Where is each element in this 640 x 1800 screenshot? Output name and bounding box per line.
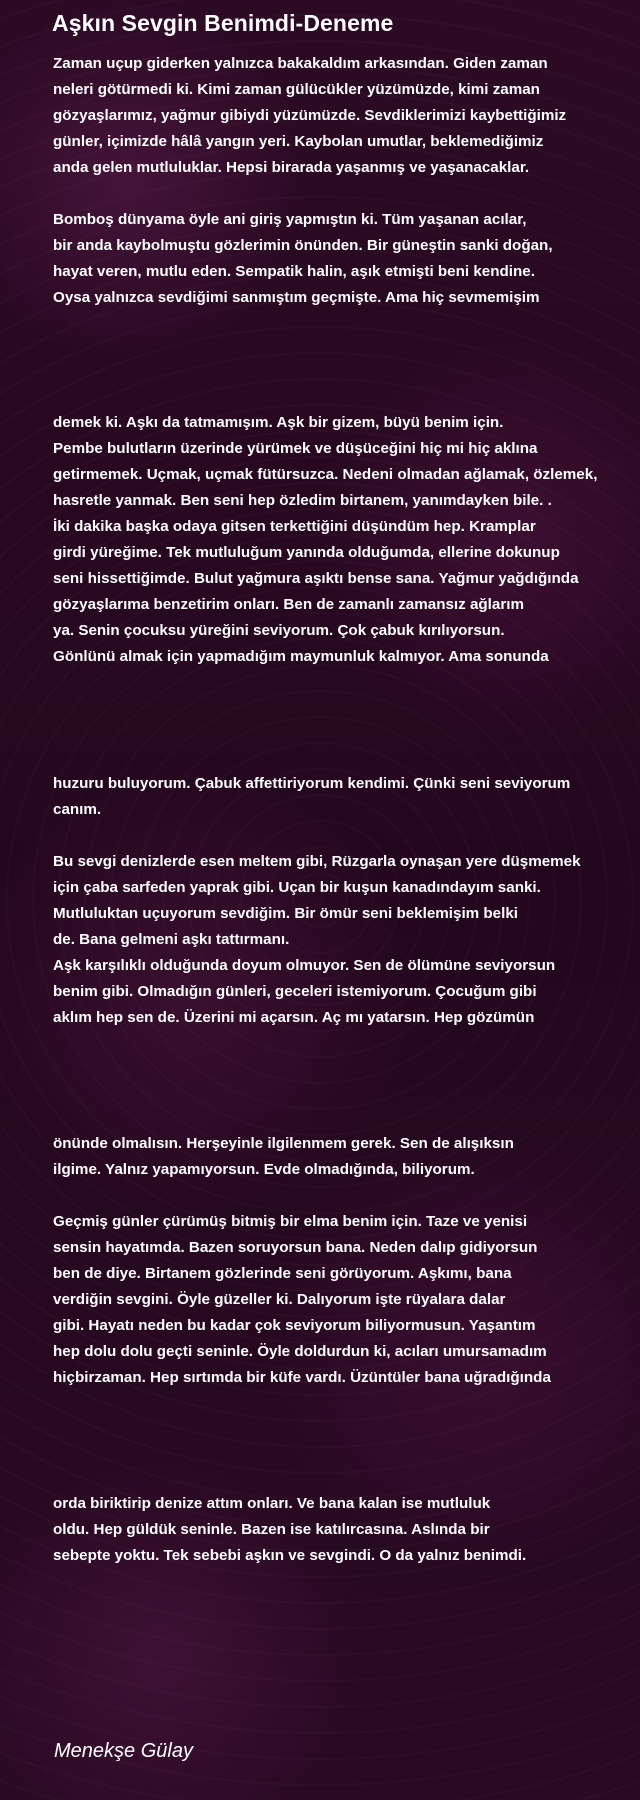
poem-line: gözyaşlarımız, yağmur gibiydi yüzümüzde. Sevdiklerimizi kaybettiğimiz [53,107,567,124]
poem-line: önünde olmalısın. Herşeyinle ilgilenmem gerek. Sen de alışıksın [53,1135,514,1152]
poem-line: Bomboş dünyama öyle ani giriş yapmıştın ki. Tüm yaşanan acılar, [53,211,527,228]
poem-line: Gönlünü almak için yapmadığım maymunluk kalmıyor. Ama sonunda [53,648,549,665]
poem-line: günler, içimizde hâlâ yangın yeri. Kaybolan umutlar, beklemediğimiz [53,133,544,150]
poem-line: canım. [53,801,102,818]
poem-line: hasretle yanmak. Ben seni hep özledim birtanem, yanımdayken bile. . [53,492,552,509]
poem-line: de. Bana gelmeni aşkı tattırmanı. [53,931,290,948]
poem-line: huzuru buluyorum. Çabuk affettiriyorum kendimi. Çünki seni seviyorum [53,775,571,792]
poem-stanza-1 [53,51,633,311]
poem-line: Mutluluktan uçuyorum sevdiğim. Bir ömür seni beklemişim belki [53,905,519,922]
poem-line: ilgime. Yalnız yapamıyorsun. Evde olmadığında, biliyorum. [53,1161,475,1178]
poem-line: orda biriktirip denize attım onları. Ve bana kalan ise mutluluk [53,1495,491,1512]
poem-line: getirmemek. Uçmak, uçmak fütürsuzca. Nedeni olmadan ağlamak, özlemek, [53,466,598,483]
poem-line: benim gibi. Olmadığın günleri, geceleri istemiyorum. Çocuğum gibi [53,983,537,1000]
poem-line: oldu. Hep güldük seninle. Bazen ise katılırcasına. Aslında bir [53,1521,490,1538]
poem-stanza-3 [53,771,633,1031]
poem-line: Pembe bulutların üzerinde yürümek ve düşüceğini hiç mi hiç aklına [53,440,538,457]
poem-title: Aşkın Sevgin Benimdi-Deneme [52,10,394,36]
poem-line: ya. Senin çocuksu yüreğini seviyorum. Çok çabuk kırılıyorsun. [53,622,505,639]
poem-line: Zaman uçup giderken yalnızca bakakaldım arkasından. Giden zaman [53,55,548,72]
blank-line [53,823,633,849]
poem-line: Oysa yalnızca sevdiğimi sanmıştım geçmişte. Ama hiç sevmemişim [53,289,540,306]
poem-line: için çaba sarfeden yaprak gibi. Uçan bir kuşun kanadındayım sanki. [53,879,541,896]
poem-line: Geçmiş günler çürümüş bitmiş bir elma benim için. Taze ve yenisi [53,1213,528,1230]
poem-line: neleri götürmedi ki. Kimi zaman gülücükler yüzümüzde, kimi zaman [53,81,540,98]
poem-line: demek ki. Aşkı da tatmamışım. Aşk bir gizem, büyü benim için. [53,414,504,431]
poem-line: İki dakika başka odaya gitsen terkettiğini düşündüm hep. Kramplar [53,518,536,535]
poem-line: hep dolu dolu geçti seninle. Öyle doldurdun ki, acıları umursamadım [53,1343,547,1360]
poem-stanza-5 [53,1491,633,1569]
poem-stanza-4 [53,1131,633,1391]
poem-line: hiçbirzaman. Hep sırtımda bir küfe vardı. Üzüntüler bana uğradığında [53,1369,551,1386]
poem-line: Bu sevgi denizlerde esen meltem gibi, Rüzgarla oynaşan yere düşmemek [53,853,581,870]
poem-line: Aşk karşılıklı olduğunda doyum olmuyor. Sen de ölümüne seviyorsun [53,957,556,974]
poem-line: seni hissettiğimde. Bulut yağmura aşıktı bense sana. Yağmur yağdığında [53,570,579,587]
poem-line: aklım hep sen de. Üzerini mi açarsın. Aç mı yatarsın. Hep gözümün [53,1009,535,1026]
poem-line: bir anda kaybolmuştu gözlerimin önünden. Bir güneştin sanki doğan, [53,237,553,254]
poem-line: hayat veren, mutlu eden. Sempatik halin, aşık etmişti beni kendine. [53,263,535,280]
blank-line [53,181,633,207]
poem-line: ben de diye. Birtanem gözlerinde seni görüyorum. Aşkımı, bana [53,1265,512,1282]
blank-line [53,1183,633,1209]
poem-line: girdi yüreğime. Tek mutluluğum yanında olduğumda, ellerine dokunup [53,544,560,561]
poem-line: sensin hayatımda. Bazen soruyorsun bana. Neden dalıp gidiyorsun [53,1239,538,1256]
poem-line: sebepte yoktu. Tek sebebi aşkın ve sevgindi. O da yalnız benimdi. [53,1547,527,1564]
poem-line: anda gelen mutluluklar. Hepsi birarada yaşanmış ve yaşanacaklar. [53,159,530,176]
author-name: Menekşe Gülay [54,1740,193,1762]
poem-stanza-2 [53,410,633,670]
poem-line: verdiğin sevgini. Öyle güzeller ki. Dalıyorum işte rüyalara dalar [53,1291,506,1308]
poem-line: gibi. Hayatı neden bu kadar çok seviyorum biliyormusun. Yaşantım [53,1317,536,1334]
poem-line: gözyaşlarıma benzetirim onları. Ben de zamanlı zamansız ağlarım [53,596,524,613]
